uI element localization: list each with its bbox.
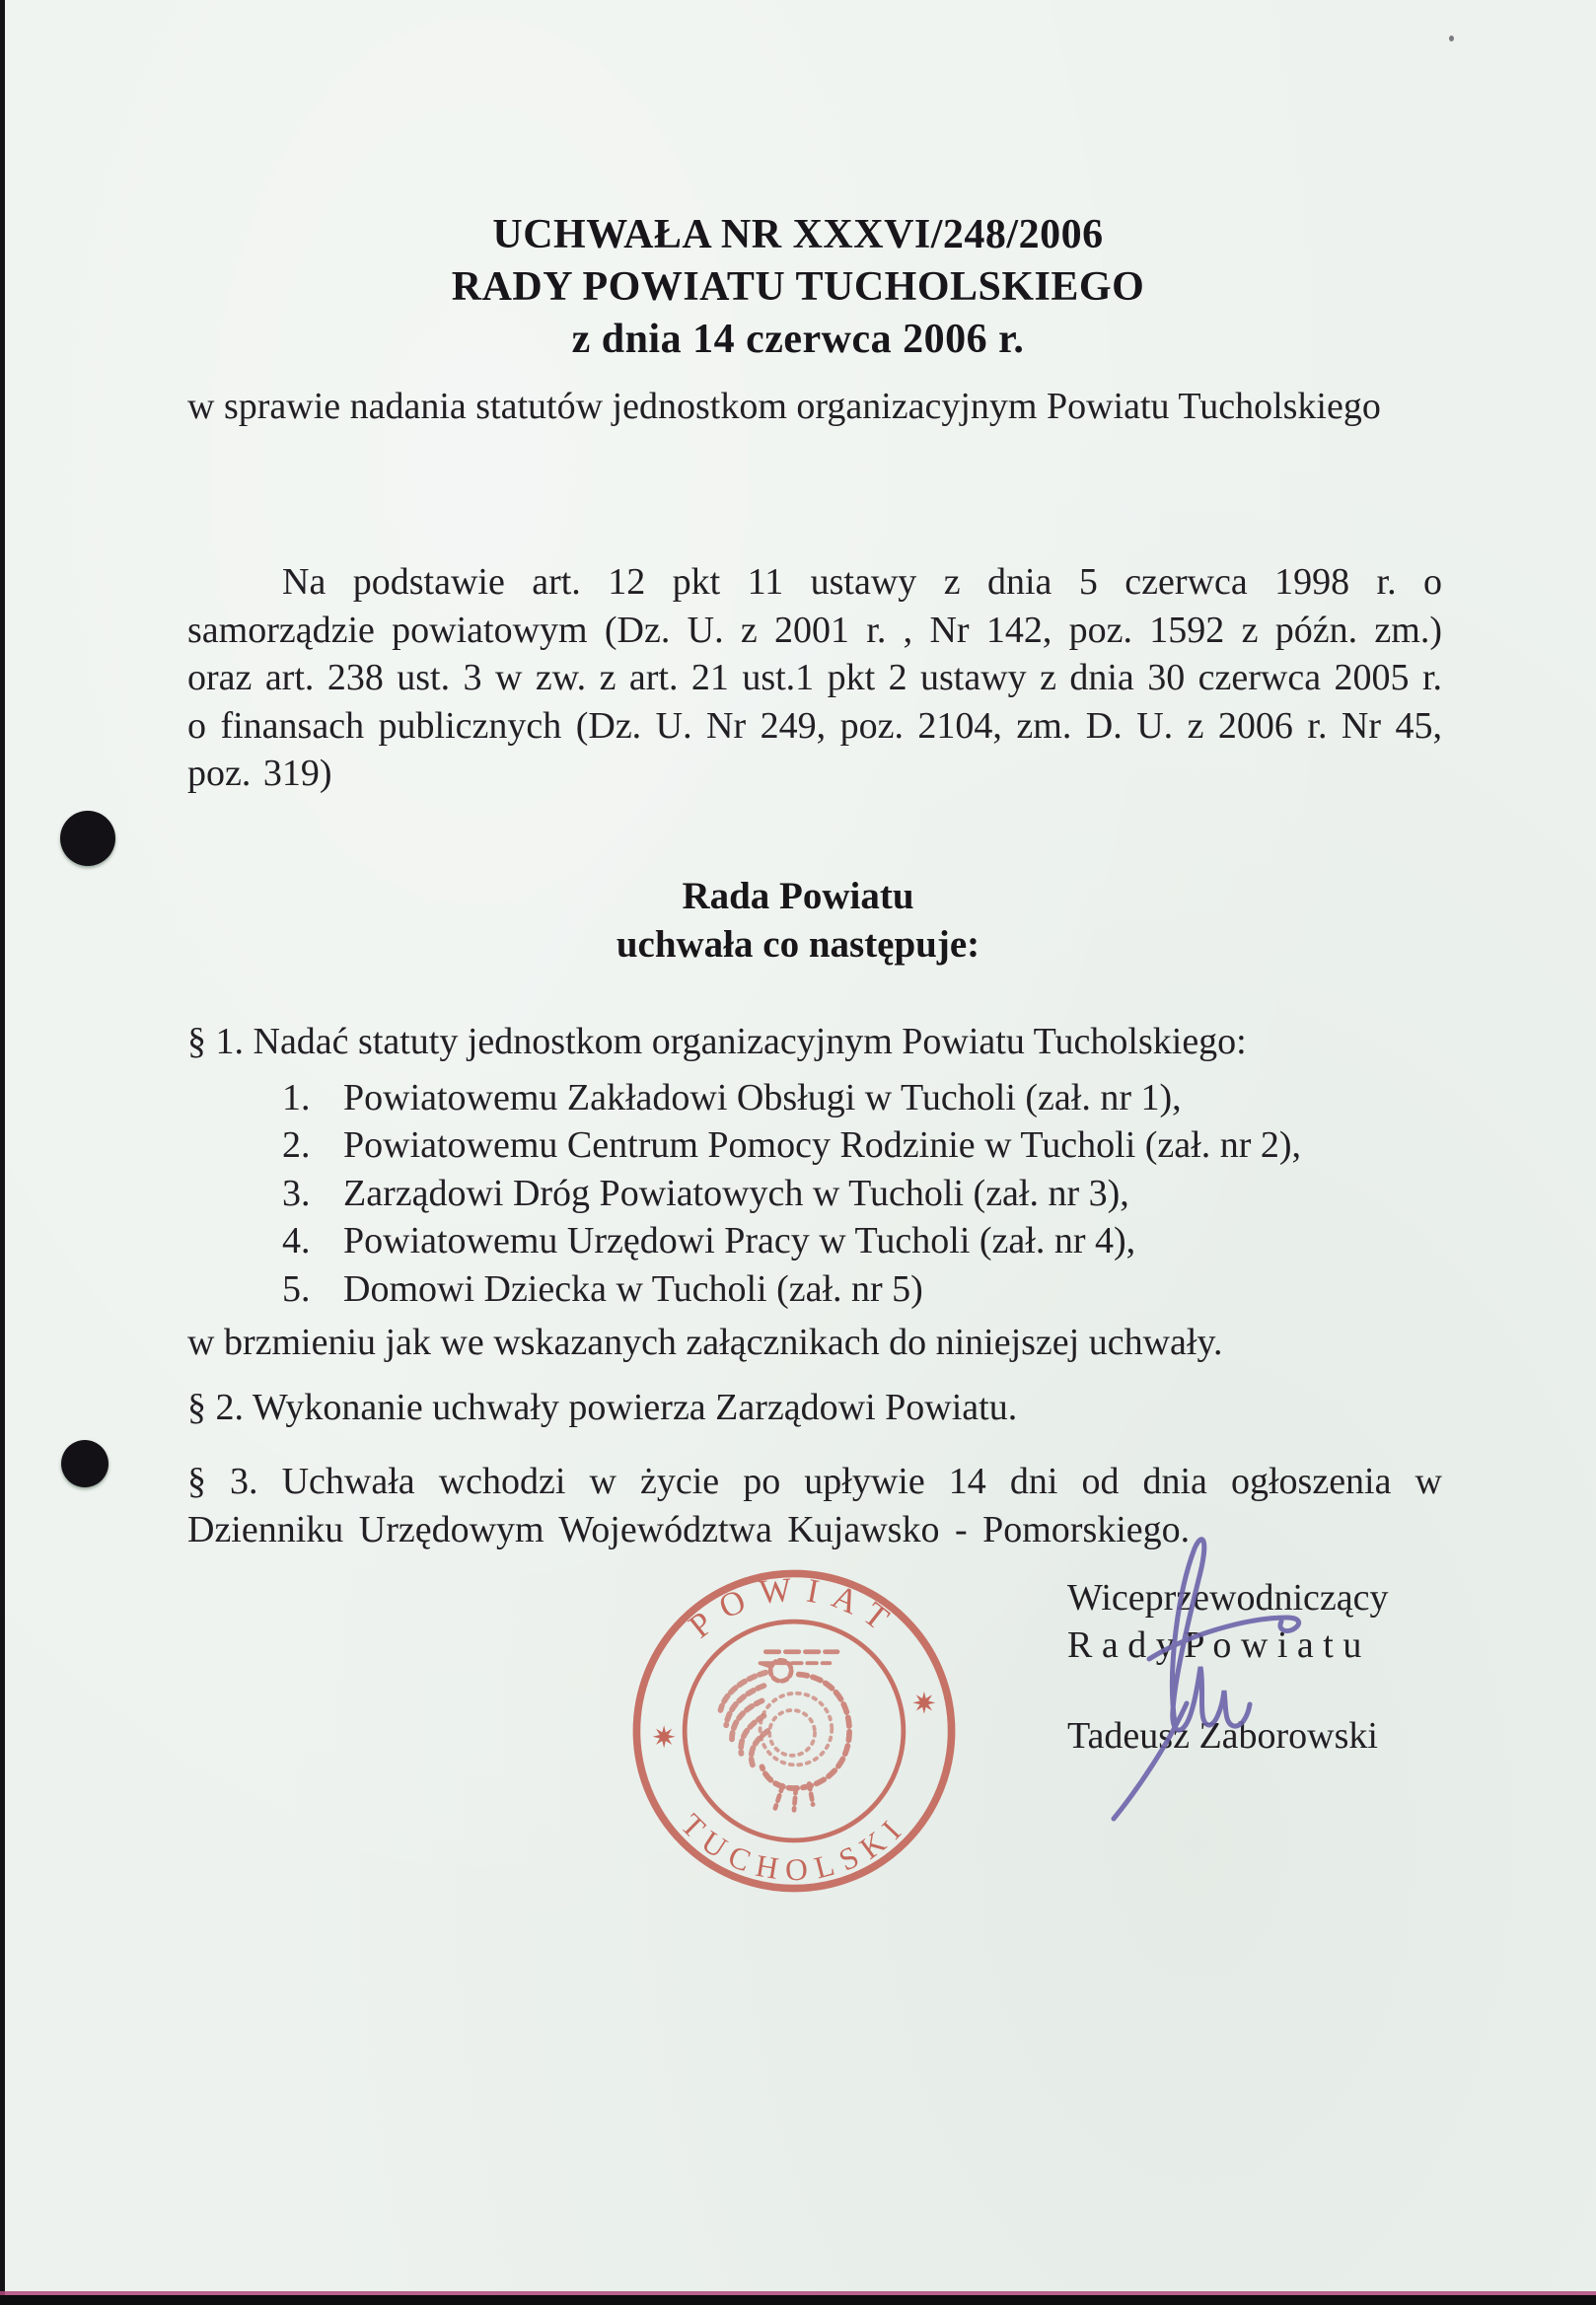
hole-punch-mark-bottom (61, 1440, 109, 1487)
document-title (0, 209, 1596, 366)
dust-speck (1449, 36, 1454, 41)
list-item (282, 1217, 1460, 1265)
list-item (282, 1074, 1460, 1122)
list-item (282, 1170, 1460, 1218)
seal-top-text: POWIAT (682, 1569, 907, 1646)
list-item-number: 3. (282, 1172, 311, 1214)
list-item-text: Zarządowi Dróg Powiatowych w Tucholi (zał. nr 3), (343, 1172, 1129, 1214)
list-item-number: 5. (282, 1267, 311, 1310)
legal-basis-paragraph: Na podstawie art. 12 pkt 11 ustawy z dnia 5 czerwca 1998 r. o samorządzie powiatowym (Dz. U. z 2001 r. , Nr 142, poz. 1592 z późn. zm.) oraz art. 238 ust. 3 w zw. z art. 21 ust.1 pkt 2 ustawy z dnia 30 czerwca 2005 r. o finansach publicznych (Dz. U. Nr 249, poz. 2104, zm. D. U. z 2006 r. Nr 45, poz. 319) (187, 561, 1442, 794)
official-round-seal (624, 1561, 964, 1901)
hole-punch-mark-top (60, 811, 115, 866)
seal-star-right (908, 1687, 940, 1718)
title-council-name: RADY POWIATU TUCHOLSKIEGO (451, 264, 1145, 310)
signer-role-line1: Wiceprzewodniczący (1067, 1577, 1389, 1619)
subject-line: w sprawie nadania statutów jednostkom organizacyjnym Powiatu Tucholskiego (187, 386, 1381, 427)
seal-bottom-text: TUCHOLSKI (674, 1807, 914, 1888)
paragraph-3: § 3. Uchwała wchodzi w życie po upływie 14 dni od dnia ogłoszenia w Dzienniku Urzędowym Województwa Kujawsko - Pomorskiego. (187, 1461, 1442, 1550)
paragraph-1 (187, 1018, 1460, 1367)
list-item-number: 1. (282, 1076, 311, 1118)
resolution-heading-line2: uchwała co następuje: (616, 923, 980, 966)
paragraph-1-intro: § 1. Nadać statuty jednostkom organizacyjnym Powiatu Tucholskiego: (187, 1021, 1247, 1062)
list-item (282, 1265, 1460, 1314)
title-resolution-number: UCHWAŁA NR XXXVI/248/2006 (492, 212, 1104, 257)
resolution-heading (0, 872, 1596, 969)
seal-eagle-emblem (720, 1652, 849, 1811)
paragraph-1-outro: w brzmieniu jak we wskazanych załącznikach do niniejszej uchwały. (187, 1322, 1223, 1363)
scan-edge-bottom (0, 2295, 1596, 2305)
list-item-text: Domowi Dziecka w Tucholi (zał. nr 5) (343, 1267, 923, 1310)
signature-block (1067, 1574, 1491, 1760)
resolution-heading-line1: Rada Powiatu (682, 875, 914, 917)
list-item-number: 4. (282, 1220, 311, 1261)
list-item-text: Powiatowemu Zakładowi Obsługi w Tucholi (zał. nr 1), (343, 1076, 1182, 1118)
signer-name: Tadeusz Zaborowski (1067, 1715, 1378, 1757)
statute-list (282, 1074, 1460, 1314)
seal-star-left (648, 1721, 680, 1753)
list-item-text: Powiatowemu Urzędowi Pracy w Tucholi (zał. nr 4), (343, 1220, 1136, 1261)
list-item-text: Powiatowemu Centrum Pomocy Rodzinie w Tucholi (zał. nr 2), (343, 1124, 1302, 1166)
title-date: z dnia 14 czerwca 2006 r. (571, 317, 1025, 362)
paragraph-2: § 2. Wykonanie uchwały powierza Zarządowi Powiatu. (187, 1387, 1018, 1428)
list-item-number: 2. (282, 1124, 311, 1166)
list-item (282, 1121, 1460, 1170)
signer-role-line2: R a d y P o w i a t u (1067, 1624, 1362, 1666)
